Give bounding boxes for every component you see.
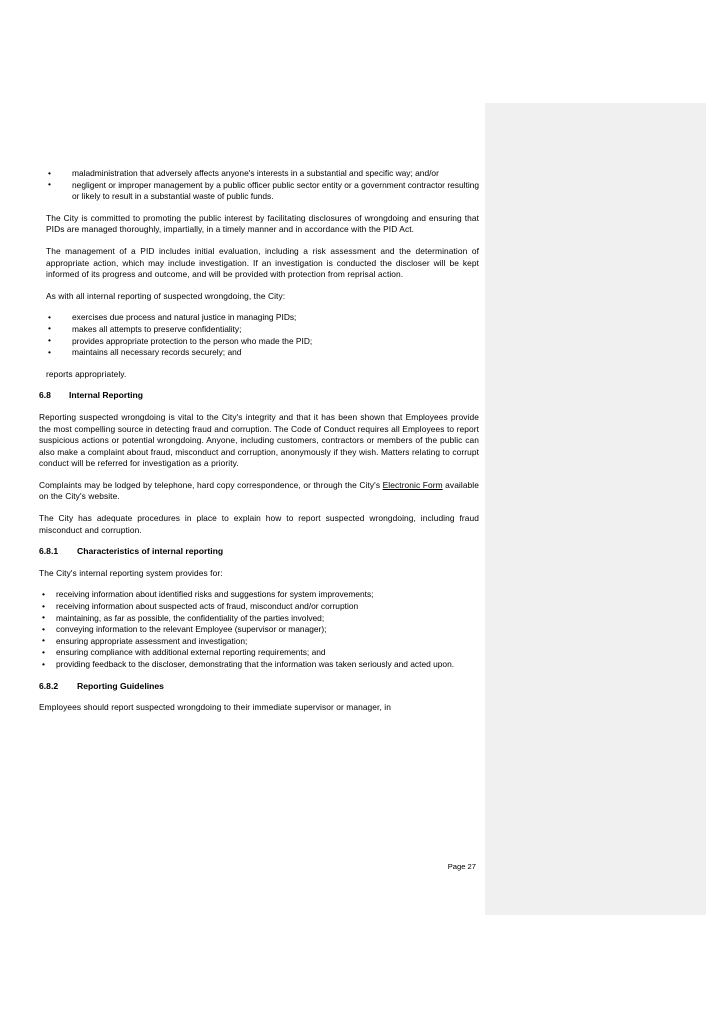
list-item: • receiving information about suspected acts of fraud, misconduct and/or corruption (39, 601, 479, 613)
city-bullet-list (39, 312, 479, 358)
paragraph-6-8-1: Reporting suspected wrongdoing is vital to the City's integrity and that it has been shown that Employees provide the most compelling source in detecting fraud and corruption. The Code of Conduct requires all Employees to report suspicious actions or potential wrongdoing. Anyone, including customers, contractors or members of the public can also make a complaint about fraud, misconduct and corruption, anonymously if they wish. Matters relating to corrupt conduct will be referred for investigation as a priority. (39, 411, 479, 469)
list-item: • provides appropriate protection to the person who made the PID; (39, 336, 479, 348)
paragraph-6-8-2-prefix: Complaints may be lodged by telephone, hard copy correspondence, or through the City's (39, 479, 383, 490)
heading-6-8-2 (39, 681, 479, 693)
heading-6-8-1 (39, 546, 479, 558)
paragraph-6-8-1-intro: The City's internal reporting system provides for: (39, 567, 223, 578)
heading-6-8 (39, 390, 479, 402)
paragraph-6-8-3: The City has adequate procedures in place to explain how to report suspected wrongdoing, including fraud misconduct and corruption. (39, 513, 479, 535)
heading-6-8-2-number: 6.8.2 (39, 680, 59, 691)
heading-6-8-number: 6.8 (39, 390, 51, 401)
list-item: • receiving information about identified risks and suggestions for system improvements; (39, 589, 479, 601)
document-content (39, 168, 479, 724)
heading-6-8-title: Internal Reporting (69, 390, 144, 401)
heading-6-8-2-title: Reporting Guidelines (77, 680, 164, 691)
paragraph-6-8-2-suffix: available on the City's website. (39, 479, 479, 502)
paragraph-reports-appropriately: reports appropriately. (46, 368, 127, 379)
paragraph-pid-management: The management of a PID includes initial evaluation, including a risk assessment and the determination of appropriate action, which may include investigation. If an investigation is conducted the discloser will be kept informed of its progress and outcome, and will be provided with protection from reprisal action. (46, 245, 479, 280)
list-item: • ensuring appropriate assessment and investigation; (39, 636, 479, 648)
paragraph-6-8-2-body: Employees should report suspected wrongdoing to their immediate supervisor or manager, in (39, 702, 391, 713)
paragraph-as-with-all: As with all internal reporting of suspected wrongdoing, the City: (46, 290, 286, 301)
internal-reporting-bullet-list (39, 589, 479, 670)
list-item: • negligent or improper management by a public officer public sector entity or a government contractor resulting or likely to result in a substantial waste of public funds. (39, 180, 479, 203)
paragraph-city-committed: The City is committed to promoting the public interest by facilitating disclosures of wrongdoing and ensuring that PIDs are managed thoroughly, impartially, in a timely manner and in accordance with the PID Act. (46, 212, 479, 235)
list-item: • maintaining, as far as possible, the confidentiality of the parties involved; (39, 613, 479, 625)
list-item: • conveying information to the relevant Employee (supervisor or manager); (39, 624, 479, 636)
top-bullet-list (39, 168, 479, 203)
heading-6-8-1-number: 6.8.1 (39, 546, 59, 557)
list-item: • exercises due process and natural justice in managing PIDs; (39, 312, 479, 324)
list-item: • ensuring compliance with additional external reporting requirements; and (39, 647, 479, 659)
list-item: • maintains all necessary records securely; and (39, 347, 479, 359)
electronic-form-link[interactable]: Electronic Form (382, 479, 443, 490)
heading-6-8-1-title: Characteristics of internal reporting (77, 546, 224, 557)
page-number-label: Page 27 (447, 862, 476, 871)
list-item: • maladministration that adversely affects anyone's interests in a substantial and specific way; and/or (39, 168, 479, 180)
list-item: • providing feedback to the discloser, demonstrating that the information was taken seriously and acted upon. (39, 659, 479, 671)
page-footer (39, 862, 476, 872)
list-item: • makes all attempts to preserve confidentiality; (39, 324, 479, 336)
viewer-side-panel (485, 103, 706, 915)
paragraph-6-8-2 (39, 480, 479, 503)
